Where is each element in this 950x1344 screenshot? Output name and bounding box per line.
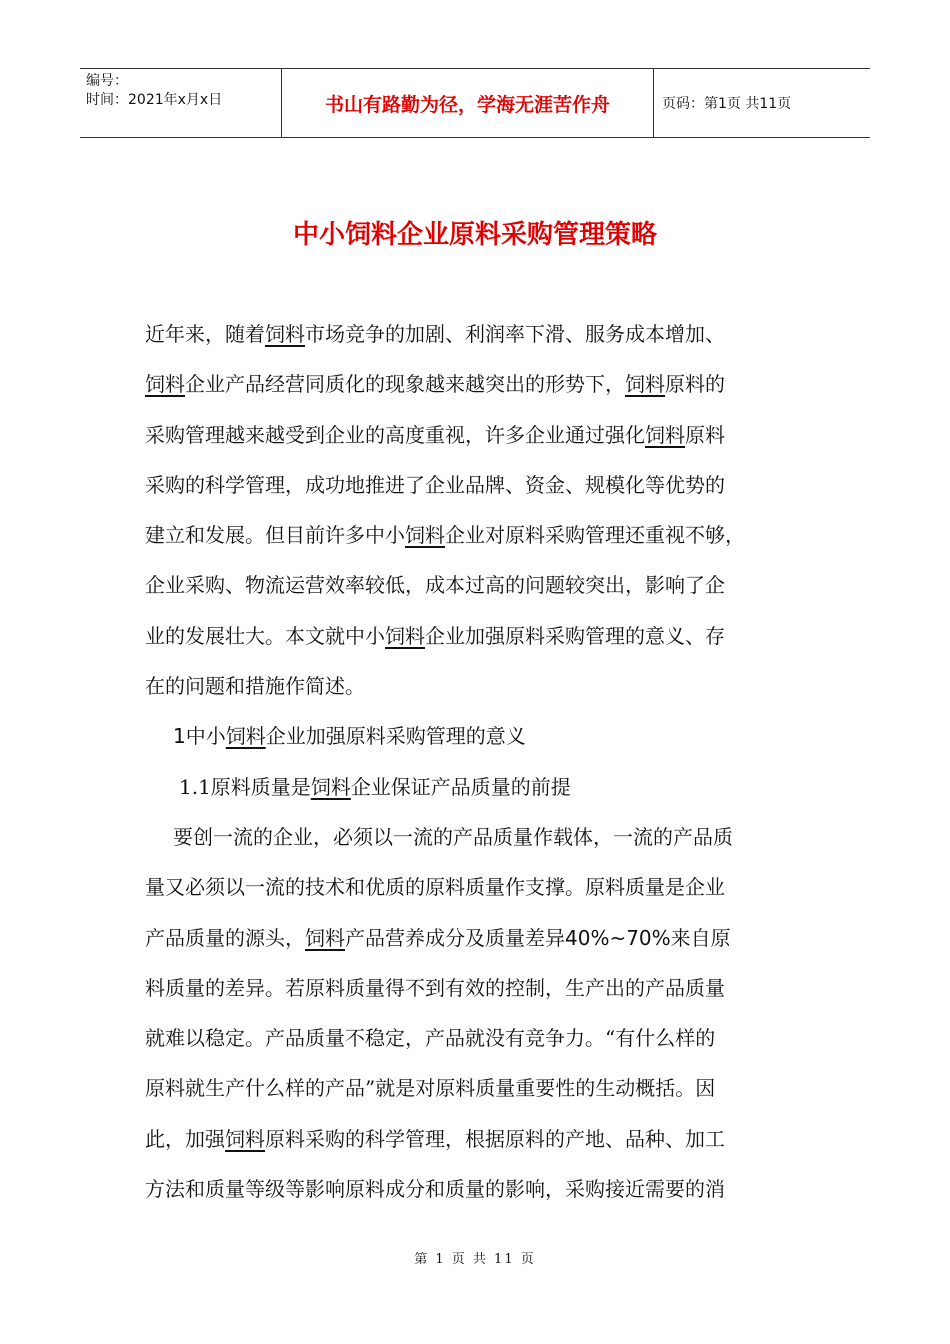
body-line (145, 517, 815, 567)
body-line (145, 668, 815, 718)
text-segment: 产品质量的源头， (145, 925, 305, 950)
text-segment: 1.1原料质量是 (179, 774, 311, 799)
keyword-link[interactable]: 饲料 (405, 523, 445, 548)
body-line (145, 467, 815, 517)
text-segment: 原料采购的科学管理，根据原料的产地、品种、加工 (265, 1126, 725, 1151)
body-line (145, 1171, 815, 1221)
text-segment: 量又必须以一流的技术和优质的原料质量作支撑。原料质量是企业 (145, 875, 725, 900)
text-segment: 1 (173, 724, 186, 749)
text-segment: 企业加强原料采购管理的意义、存 (425, 623, 725, 648)
document-title: 中小饲料企业原料采购管理策略 (292, 220, 657, 250)
text-segment: 建立和发展。但目前许多中小 (145, 523, 405, 548)
text-segment: 企业产品经营同质化的现象越来越突出的形势下， (185, 372, 625, 397)
keyword-link[interactable]: 饲料 (225, 1126, 265, 1151)
body-line (145, 718, 815, 768)
body-line (145, 618, 815, 668)
text-segment: 采购管理越来越受到企业的高度重视，许多企业通过强化 (145, 422, 645, 447)
keyword-link[interactable]: 饲料 (305, 925, 345, 950)
document-number-label: 编号： (86, 73, 128, 89)
text-segment: 采购的科学管理，成功地推进了企业品牌、资金、规模化等优势的 (145, 472, 725, 497)
text-segment: 近年来，随着 (145, 322, 265, 346)
text-segment: 方法和质量等级等影响原料成分和质量的影响，采购接近需要的消 (145, 1177, 725, 1202)
body-line (145, 1020, 815, 1070)
text-segment: 就难以稳定。产品质量不稳定，产品就没有竞争力。“有什么样的 (145, 1026, 716, 1051)
text-segment: 原料 (685, 422, 725, 447)
keyword-link[interactable]: 饲料 (385, 623, 425, 648)
body-line (145, 819, 815, 869)
text-segment: 料质量的差异。若原料质量得不到有效的控制，生产出的产品质量 (145, 975, 725, 1000)
keyword-link[interactable]: 饲料 (225, 724, 266, 749)
text-segment: 在的问题和措施作简述。 (145, 674, 365, 699)
document-body (145, 316, 815, 1221)
keyword-link[interactable]: 饲料 (625, 372, 665, 397)
text-segment: 40%~70% (565, 925, 671, 950)
body-line (145, 1070, 815, 1120)
body-line (145, 769, 815, 819)
text-segment: 要创一流的企业，必须以一流的产品质量作载体，一流的产品质 (173, 824, 733, 849)
keyword-link[interactable]: 饲料 (645, 422, 685, 447)
text-segment: 来自原 (670, 925, 731, 950)
text-segment: 产品营养成分及质量差异 (345, 925, 565, 950)
page-footer: 第 1 页 共 11 页 (414, 1252, 536, 1267)
document-time-label: 时间：2021年x月x日 (86, 92, 223, 108)
text-segment: 原料的 (665, 372, 725, 397)
keyword-link[interactable]: 饲料 (145, 372, 185, 397)
page-header (80, 68, 870, 138)
body-line (145, 417, 815, 467)
body-line (145, 920, 815, 970)
body-line (145, 567, 815, 617)
body-line (145, 970, 815, 1020)
text-segment: 原料就生产什么样的产品”就是对原料质量重要性的生动概括。因 (145, 1076, 716, 1101)
text-segment: 企业对原料采购管理还重视不够， (445, 523, 745, 548)
keyword-link[interactable]: 饲料 (265, 322, 305, 346)
body-line (145, 1121, 815, 1171)
header-meta-cell (80, 69, 282, 137)
body-line (145, 316, 815, 366)
text-segment: 市场竞争的加剧、利润率下滑、服务成本增加、 (305, 322, 725, 346)
header-motto: 书山有路勤为径，学海无涯苦作舟 (282, 69, 654, 137)
keyword-link[interactable]: 饲料 (310, 774, 351, 799)
text-segment: 中小 (185, 724, 226, 749)
body-line (145, 366, 815, 416)
body-line (145, 869, 815, 919)
text-segment: 企业采购、物流运营效率较低，成本过高的问题较突出，影响了企 (145, 573, 725, 598)
text-segment: 此，加强 (145, 1126, 225, 1151)
text-segment: 企业加强原料采购管理的意义 (265, 724, 526, 749)
text-segment: 企业保证产品质量的前提 (350, 774, 571, 799)
header-page-info: 页码：第1页 共11页 (662, 96, 792, 112)
text-segment: 业的发展壮大。本文就中小 (145, 623, 385, 648)
